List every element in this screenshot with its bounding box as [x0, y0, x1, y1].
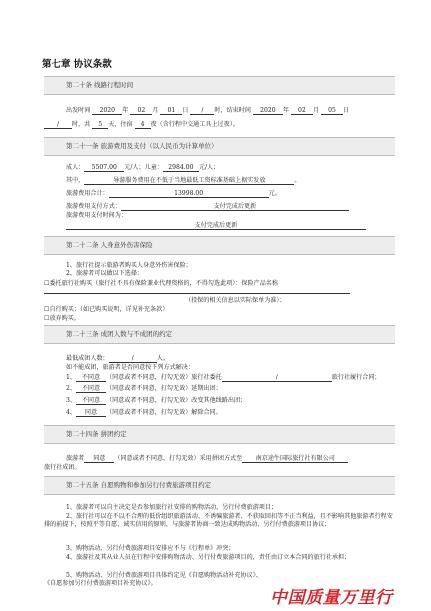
end-day: 05 — [321, 107, 343, 115]
shopping-p1: 1、旅游者可以自主决定是否参加旅行社安排的购物活动、另行付费旅游项目； — [66, 504, 278, 511]
shopping-p4: 4、旅游社及其从业人员在行程中安排购物活动、另行付费旅游项目的，责任由订立本合同的旅行社承担； — [66, 554, 351, 561]
insurance-option-note: （投保的相关信息以实际保单为准）； — [185, 297, 286, 304]
depart-year: 2020 — [92, 107, 122, 115]
payment-method-value: 支付完成后更新 — [121, 203, 349, 211]
section-title: 第二十一条 旅游费用及支付（以人民币为计算单位） — [66, 142, 218, 150]
end-year: 2020 — [253, 107, 283, 115]
fee-per-person: 成人： 5507.00 元/人；儿童： 2984.00 元/人； — [66, 164, 220, 171]
payment-method: 旅游费用支付方式： 支付完成后更新 — [66, 203, 349, 211]
depart-hour: / — [190, 107, 214, 115]
section-header-art23 — [44, 325, 395, 344]
total-fee: 13998.00 — [109, 190, 269, 198]
group-option-4: 4、 同意 （同意或者不同意，打勾无效）解除合同。 — [66, 409, 222, 416]
fee-note: 其中， 导游服务费用在不低于当地最低工资标准基础上据实发放 。 — [66, 177, 301, 184]
payment-time-label: 旅游费用支付时间为： — [66, 212, 127, 219]
depart-month: 02 — [130, 107, 152, 115]
end-hour: / — [44, 121, 72, 129]
total-nights: 4 — [135, 121, 151, 129]
min-group-size: 最低成团人数： / 人。 — [66, 355, 169, 362]
group-option-1: 1、 不同意 （同意或者不同意，打勾无效）旅行社委托 / 旅行社履行合同； — [66, 374, 381, 381]
watermark-logo: 中国质量万里行 — [270, 588, 393, 608]
insurance-p2: 2、旅游者可以做以下选择： — [66, 270, 144, 277]
min-group-value: / — [109, 355, 157, 363]
consolidation-agency: 南京途牛国际旅行社有限公司 — [242, 455, 348, 463]
adult-fee: 5507.00 — [84, 164, 124, 172]
child-fee: 2984.00 — [163, 164, 199, 172]
depart-day: 01 — [160, 107, 182, 115]
section-header-art22 — [44, 236, 395, 255]
group-intro: 如不能成团，旅游者是否同意按下列方式解决： — [66, 364, 194, 371]
section-header-art24 — [44, 425, 395, 444]
chapter-title: 第七章 协议条款 — [42, 59, 112, 70]
fee-total: 旅游费用合计： 13998.00 元。 — [66, 190, 281, 197]
consolidation-line: 旅游者 同意 （同意或者不同意，打勾无效）采用拼团方式至 南京途牛国际旅行社有限公司 — [66, 455, 348, 463]
section-title: 第二十条 线路行程时间 — [66, 81, 134, 89]
trip-time-line-1: 出发时间 2020 年 02 月 01 日 / 时，结束时间 2020 年 02 月 05 日 — [66, 107, 350, 114]
total-days: 5 — [92, 121, 108, 129]
insurance-product-line — [44, 289, 350, 297]
section-title: 第二十五条 自愿购物和参加另行付费旅游项目约定 — [66, 481, 212, 489]
insurance-p1: 1、旅行社提示旅游者购买人身意外伤害保险； — [66, 262, 192, 269]
group-option-3: 3、 不同意 （同意或者不同意，打勾无效）改变其他线路出团； — [66, 397, 247, 404]
insurance-option-agency[interactable]: ☐委托旅行社购买（旅行社不具有保险兼业代理资格的，不得勾选此项）：保险产品名称 — [44, 280, 278, 287]
insurance-option-waive[interactable]: ☐放弃购买。 — [44, 315, 80, 322]
group-option-2: 2、 不同意 （同意或者不同意，打勾无效）延期出团； — [66, 385, 222, 392]
shopping-p5: 5、购物活动、另行付费旅游项目具体约定见《自愿购物活动补充协议》、《自愿参加另行付费旅游项目补充协议》。 — [44, 572, 262, 587]
section-header-art20 — [44, 76, 395, 95]
section-header-art21 — [44, 137, 395, 156]
payment-time-value: 支付完成后更新 — [66, 222, 366, 230]
consolidation-end: 旅行社成团。 — [44, 464, 81, 471]
section-header-art25 — [44, 476, 395, 495]
insurance-option-self[interactable]: ☐自行购买；（如已购买说明，详见补充条款） — [44, 306, 169, 313]
shopping-p2: 2、旅行社可以在不以不合理的低价组织旅游活动、不诱骗旅游者、不获取回扣等不正当利益，且不影响其他旅游者行程安排的前提下，按照平等自愿、诚实信用的原则，与旅游者协商一致达成购物活动、另行付费旅游项目协议； — [44, 513, 393, 528]
section-title: 第二十三条 成团人数与不成团的约定 — [66, 330, 173, 338]
shopping-p3: 3、购物活动、另行付费旅游项目安排应不与《行程单》冲突； — [66, 545, 235, 552]
guide-fee-note: 导游服务费用在不低于当地最低工资标准基础上据实发放 — [84, 177, 294, 185]
trip-time-line-2: / 时，共 5 天，住宿 4 夜（含行程中交通工具上过夜）。 — [44, 121, 239, 129]
section-title: 第二十四条 拼团约定 — [66, 430, 127, 438]
payment-time — [66, 222, 366, 230]
section-title: 第二十二条 人身意外伤害保险 — [66, 241, 153, 249]
end-month: 02 — [291, 107, 313, 115]
